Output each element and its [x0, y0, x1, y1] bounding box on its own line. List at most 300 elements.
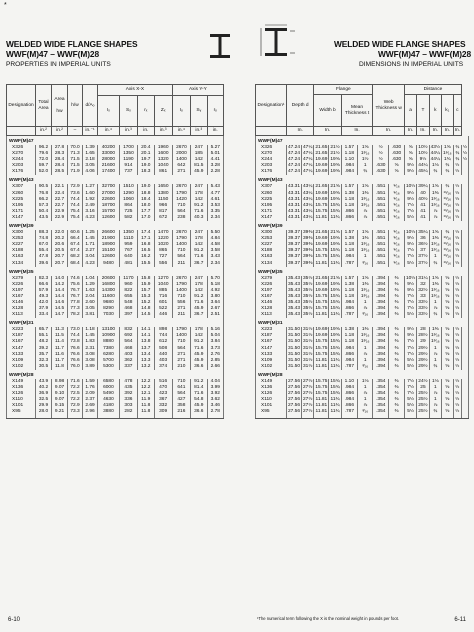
table-cell: ⅝ [441, 409, 453, 415]
table-cell: 10½ [405, 184, 416, 190]
table-cell: 36.7 [191, 261, 207, 267]
table-cell: 3.64 [207, 300, 224, 306]
properties-table-body [7, 136, 224, 419]
table-cell: 7½ [404, 248, 416, 254]
table-cell: ⅞ [357, 403, 372, 409]
designation-cell: X146 [7, 300, 36, 306]
table-cell: 5½ [404, 215, 416, 221]
designation-cell: X126 [256, 391, 287, 397]
designation-cell: X128 [7, 306, 36, 312]
table-cell: 31.50 [288, 357, 301, 363]
table-cell: 17.1 [138, 236, 154, 242]
table-cell: 35.43 [288, 293, 301, 299]
col-a: a [404, 95, 416, 127]
table-cell: 446 [154, 312, 172, 318]
table-cell: ¾ [441, 184, 453, 190]
table-cell: ¹¹⁄₁₆ [441, 215, 453, 221]
left-subtitle: PROPERTIES IN IMPERIAL UNITS [6, 61, 111, 68]
table-cell: 1400 [172, 242, 190, 248]
table-cell: 247 [191, 276, 207, 282]
table-cell: ½ [453, 364, 461, 370]
table-cell: 3.99 [207, 385, 224, 391]
designation-cell: X167 [7, 294, 36, 300]
designation-cell: X197 [256, 288, 287, 294]
table-cell: 1.38 [341, 327, 357, 333]
spacer-cell [36, 415, 52, 419]
table-cell: 13.8 [138, 339, 154, 345]
unit-cell [7, 127, 36, 136]
table-cell: 73.8 [68, 339, 83, 345]
table-cell: 2.09 [83, 391, 98, 397]
table-cell: 16800 [98, 282, 120, 288]
table-cell: 15.75 [315, 293, 328, 299]
table-cell: 41 [417, 209, 429, 215]
table-cell: 72.9 [68, 184, 83, 190]
table-cell: 7½ [404, 209, 416, 215]
table-cell: 11.81 [315, 363, 328, 369]
table-cell: 21⅝ [330, 184, 340, 190]
table-cell: 2.60 [83, 300, 98, 306]
right-title-line2: WWF(M)47 – WWF(M)28 [378, 49, 472, 59]
table-cell: 31½ [303, 363, 313, 369]
table-cell: 5½ [404, 261, 416, 267]
table-cell: ⅜ [389, 339, 405, 345]
table-cell: 1.38 [341, 282, 357, 288]
table-cell: 1.83 [83, 339, 98, 345]
table-cell: ⅞ [429, 403, 441, 409]
spacer-cell [138, 415, 154, 419]
col-k1: k₁ [441, 95, 453, 127]
table-cell: 11.81 [315, 409, 328, 415]
table-cell: 1960 [154, 145, 172, 151]
table-cell: 1150 [154, 197, 172, 203]
table-cell: 91.2 [191, 339, 207, 345]
table-cell: 21.65 [315, 151, 328, 157]
table-cell: 75.6 [68, 282, 83, 288]
group-name: WWF(M)31 [256, 318, 469, 327]
table-cell: 1.25 [83, 230, 98, 236]
table-cell: ½ [453, 197, 461, 203]
table-cell: 9½ [404, 197, 416, 203]
table-cell: ⅜ [389, 327, 405, 333]
table-cell: .354 [373, 391, 389, 397]
table-cell: ½ [453, 191, 461, 197]
table-cell: 1 [429, 358, 441, 364]
spacer-cell [154, 415, 172, 419]
table-cell: 15¾ [330, 351, 340, 357]
table-cell: 27000 [98, 191, 120, 197]
table-cell: 4.06 [83, 169, 98, 175]
table-cell: 71.6 [191, 254, 207, 260]
table-cell: 1⅛ [429, 163, 441, 169]
spacer-cell [357, 415, 372, 419]
table-cell: 65.7 [36, 327, 52, 333]
group-name: WWF(M)28 [256, 370, 469, 379]
table-cell: 1.45 [83, 333, 98, 339]
table-cell: 642 [172, 163, 190, 169]
table-cell: 20.7 [52, 261, 68, 267]
table-cell: 15.75 [315, 339, 328, 345]
table-cell: 1.18 [341, 151, 357, 157]
table-cell: 21⅝ [330, 275, 340, 281]
table-cell: 37 [417, 248, 429, 254]
table-cell: 11.81 [315, 357, 328, 363]
table-cell: ⅜ [389, 282, 405, 288]
table-cell: 42.0 [36, 300, 52, 306]
designation-cell: X307 [7, 184, 36, 190]
table-cell: 1³⁄₁₆ [357, 242, 372, 248]
table-cell: 72.2 [68, 397, 83, 403]
table-cell: 29½ [418, 357, 428, 363]
table-cell: 2.27 [83, 248, 98, 254]
table-cell: 1420 [172, 197, 190, 203]
table-cell: 48.2 [36, 339, 52, 345]
table-cell: 15.75 [315, 351, 328, 357]
table-cell: ³⁄₁₆ [357, 409, 372, 415]
designation-cell: X227 [256, 242, 287, 248]
spacer-cell [287, 415, 302, 419]
table-cell: ⅝ [441, 358, 453, 364]
table-cell: 18.4 [138, 197, 154, 203]
table-cell: 15¾ [330, 339, 340, 345]
designation-cell: X109 [7, 358, 36, 364]
table-cell: 3.89 [83, 364, 98, 370]
group-name: WWF(M)35 [256, 267, 469, 276]
table-cell: ¾ [453, 145, 461, 151]
table-cell: 15¾ [330, 293, 340, 299]
table-cell: ⁹⁄₁₆ [389, 236, 405, 242]
table-cell: 7½ [404, 294, 416, 300]
table-cell: 27½ [303, 403, 313, 409]
designation-cell: X171 [256, 209, 287, 215]
table-cell: 15.75 [315, 306, 328, 312]
col-iy: Iᵧ [172, 96, 190, 127]
table-cell: 1470 [154, 230, 172, 236]
table-cell: .984 [341, 358, 357, 364]
table-cell: 710 [172, 203, 190, 209]
table-cell: 71.3 [68, 151, 83, 157]
table-cell: 2.76 [207, 352, 224, 358]
table-cell: 17.4 [138, 230, 154, 236]
table-cell: 7½ [404, 203, 416, 209]
table-cell: 17.7 [138, 209, 154, 215]
unit-cell: In. [341, 127, 373, 136]
table-cell: 468 [119, 306, 137, 312]
group-header-row [256, 318, 469, 327]
table-cell: 5½ [404, 358, 416, 364]
table-cell: 1790 [172, 282, 190, 288]
table-cell: 31.50 [288, 333, 301, 339]
table-cell: 1 [357, 163, 372, 169]
table-cell: 39.37 [288, 236, 301, 242]
table-cell: ½ [453, 209, 461, 215]
table-cell: .787 [341, 364, 357, 370]
table-cell: 91.2 [191, 379, 207, 385]
table-cell: 16.2 [138, 254, 154, 260]
designation-cell: X113 [7, 312, 36, 318]
table-cell: 1350 [119, 230, 137, 236]
unit-cell: In. [453, 127, 461, 136]
table-cell: 7380 [98, 346, 120, 352]
designation-cell: X171 [7, 209, 36, 215]
table-cell: 73.0 [68, 327, 83, 333]
designation-cell: X244 [7, 157, 36, 163]
table-cell: 55.1 [36, 333, 52, 339]
group-header-row [256, 221, 469, 230]
table-cell: 582 [119, 215, 137, 221]
table-cell: 57.9 [36, 288, 52, 294]
table-cell: 19.69 [315, 287, 328, 293]
right-page [237, 0, 474, 632]
col-sy: Sᵧ [191, 96, 207, 127]
table-cell: 11¾ [330, 363, 340, 369]
table-cell: ½ [453, 358, 461, 364]
table-cell: 1³⁄₁₆ [357, 197, 372, 203]
table-cell: 19.69 [315, 190, 328, 196]
table-cell: ½ [453, 397, 461, 403]
table-cell: ½ [462, 157, 467, 163]
table-cell: 15.5 [138, 261, 154, 267]
table-cell: 27.56 [288, 378, 301, 384]
designation-cell: X101 [256, 403, 287, 409]
table-cell: ⅜ [389, 403, 405, 409]
table-cell: 21⅝ [330, 230, 340, 236]
table-cell: 1.57 [341, 184, 357, 190]
table-cell: 1⅝ [357, 276, 372, 282]
table-cell: ⁹⁄₁₆ [389, 209, 405, 215]
table-cell: .551 [373, 203, 389, 209]
table-cell: 15.75 [315, 385, 328, 390]
col-h-w: h/w [68, 85, 83, 127]
table-cell: 392 [119, 391, 137, 397]
unit-cell: in.³ [119, 127, 137, 136]
table-cell: 75.4 [68, 215, 83, 221]
table-cell: ³⁄₁₆ [357, 364, 372, 370]
table-cell: 522 [154, 306, 172, 312]
table-cell: ½ [462, 145, 467, 150]
table-cell: 1³⁄₁₆ [431, 339, 440, 345]
table-cell: 692 [119, 333, 137, 339]
table-cell: 142 [191, 197, 207, 203]
table-cell: ⅝ [441, 282, 453, 288]
table-cell: 470 [154, 385, 172, 391]
table-cell: 727 [154, 254, 172, 260]
table-cell: 397 [119, 312, 137, 318]
table-cell: ⅝ [441, 403, 453, 409]
table-cell: ⁹⁄₁₆ [389, 203, 405, 209]
col-designation: Designation¹ [256, 85, 287, 127]
table-cell: 39.37 [288, 260, 301, 266]
table-cell: 29½ [418, 345, 428, 351]
table-cell: 2.34 [207, 261, 224, 267]
table-cell: 3.73 [207, 346, 224, 352]
table-cell: 27.56 [288, 397, 301, 403]
table-cell: ½ [453, 276, 461, 282]
designation-cell: X126 [7, 391, 36, 397]
table-cell: 25 [417, 385, 429, 391]
designation-cell: X147 [7, 346, 36, 352]
table-cell: 1400 [172, 288, 190, 294]
table-cell: ¹¹⁄₁₆ [441, 261, 453, 267]
i-beam-icon [207, 32, 233, 60]
table-cell: 76.7 [68, 288, 83, 294]
table-cell: .630 [373, 169, 389, 175]
designation-cell: X95 [256, 409, 287, 415]
table-cell: 13.2 [138, 364, 154, 370]
designation-cell: X110 [256, 397, 287, 403]
table-cell: 864 [119, 203, 137, 209]
table-cell: 2.04 [83, 294, 98, 300]
table-cell: 9½ [404, 191, 416, 197]
table-cell: 11.3 [52, 327, 68, 333]
table-cell: .866 [341, 306, 357, 312]
table-cell: 1⅝ [429, 276, 441, 282]
table-cell: 1.59 [83, 379, 98, 385]
table-cell: ½ [453, 230, 461, 236]
table-cell: 817 [154, 209, 172, 215]
table-cell: 5300 [98, 364, 120, 370]
table-cell: 33.4 [36, 312, 52, 318]
table-cell: 6580 [98, 379, 120, 385]
table-cell: ⅜ [389, 385, 405, 391]
designation-cell: X147 [256, 346, 287, 352]
group-header-row [7, 136, 224, 146]
table-cell: 15¾ [330, 248, 340, 254]
table-cell: 76.6 [68, 346, 83, 352]
table-cell: 21.65 [315, 230, 328, 236]
table-cell: 2.37 [83, 397, 98, 403]
designation-cell: X270 [7, 151, 36, 157]
table-cell: 508 [154, 346, 172, 352]
table-cell: 11¾ [330, 397, 340, 403]
table-cell: 35.43 [288, 281, 301, 287]
table-cell: 15.3 [138, 294, 154, 300]
table-cell: 1790 [172, 236, 190, 242]
table-cell: 66.6 [36, 282, 52, 288]
table-cell: 15¾ [330, 345, 340, 351]
unit-cell: In. [314, 127, 341, 136]
table-cell: 11.81 [315, 403, 328, 409]
table-cell: .551 [373, 197, 389, 203]
table-cell: 1020 [154, 242, 172, 248]
table-cell: 1700 [119, 145, 137, 151]
table-cell: 3.81 [83, 312, 98, 318]
table-cell: 1³⁄₁₆ [431, 333, 440, 339]
table-cell: 21600 [98, 163, 120, 169]
table-cell: 45.9 [191, 403, 207, 409]
designation-cell: X300 [256, 230, 287, 236]
table-cell: .551 [373, 184, 389, 190]
table-cell: 22.7 [52, 197, 68, 203]
table-cell: 3.05 [83, 306, 98, 312]
table-cell: 7½ [404, 385, 416, 391]
table-cell: 21.65 [315, 275, 328, 281]
designation-cell: X326 [256, 145, 287, 151]
table-cell: 914 [119, 163, 137, 169]
col-k: k [429, 95, 441, 127]
table-cell: 35.43 [288, 275, 301, 281]
corner-mark: * [4, 2, 7, 9]
designation-cell: X136 [256, 385, 287, 391]
table-cell: 1³⁄₁₆ [357, 288, 372, 294]
table-cell: 1⅜ [429, 282, 441, 288]
table-cell: 8.98 [52, 379, 68, 385]
table-cell: 7½ [404, 254, 416, 260]
table-cell: 33½ [418, 312, 428, 318]
table-cell: .551 [373, 254, 389, 260]
table-cell: 91.2 [191, 203, 207, 209]
table-cell: 40.2 [36, 385, 52, 391]
table-cell: 710 [172, 248, 190, 254]
table-cell: 1 [357, 358, 372, 364]
table-cell: ½ [373, 157, 389, 163]
table-cell: 435 [119, 385, 137, 391]
table-cell: 247 [191, 230, 207, 236]
table-cell: 564 [119, 339, 137, 345]
table-cell: 1 [357, 346, 372, 352]
table-cell: 78.2 [68, 312, 83, 318]
table-cell: 14.5 [138, 312, 154, 318]
table-cell: 960 [119, 282, 137, 288]
table-cell: 39⅜ [303, 236, 313, 242]
table-cell: 47¼ [303, 169, 313, 175]
table-cell: 31½ [303, 351, 313, 357]
table-cell: ½ [453, 403, 461, 409]
table-cell: ½ [373, 151, 389, 157]
group-name: WWF(M)28 [7, 370, 224, 379]
table-cell: 16.8 [138, 242, 154, 248]
table-cell: 556 [172, 300, 190, 306]
table-cell: ⁹⁄₁₆ [389, 230, 405, 236]
table-cell: 20.6 [52, 242, 68, 248]
flange-header: Flange [314, 85, 373, 95]
table-cell: .394 [373, 327, 389, 333]
table-cell: ⅝ [441, 391, 453, 397]
table-cell: 403 [154, 358, 172, 364]
table-cell: 16.5 [138, 248, 154, 254]
table-cell: 20.2 [52, 236, 68, 242]
dimensions-table [255, 84, 469, 419]
table-cell: 403 [119, 352, 137, 358]
table-cell: ¾ [441, 230, 453, 236]
group-name: WWF(M)39 [256, 221, 469, 230]
table-cell: 33½ [418, 299, 428, 305]
table-cell: 39.37 [288, 230, 301, 236]
table-cell: ⅞ [429, 209, 441, 215]
table-cell: .551 [373, 215, 389, 221]
table-cell: ½ [453, 391, 461, 397]
table-cell: 5700 [98, 358, 120, 364]
table-cell: 1.18 [341, 333, 357, 339]
table-cell: 71.6 [68, 379, 83, 385]
table-cell: ⅜ [389, 312, 405, 318]
spacer-cell [207, 415, 224, 419]
table-cell: 5.16 [207, 327, 224, 333]
table-cell: ⅞ [429, 306, 441, 312]
table-cell: 39⅜ [303, 254, 313, 260]
table-cell: 5½ [404, 409, 416, 415]
spacer-cell [52, 415, 68, 419]
table-cell: ⅜ [389, 294, 405, 300]
table-cell: 1650 [154, 184, 172, 190]
table-cell: 74.4 [68, 203, 83, 209]
table-cell: 1⅝ [429, 230, 441, 236]
table-cell: 564 [172, 209, 190, 215]
table-cell: 10½ [405, 275, 416, 281]
table-cell: 35.43 [288, 287, 301, 293]
designation-cell: X195 [7, 203, 36, 209]
table-cell: ¹¹⁄₁₆ [441, 236, 453, 242]
